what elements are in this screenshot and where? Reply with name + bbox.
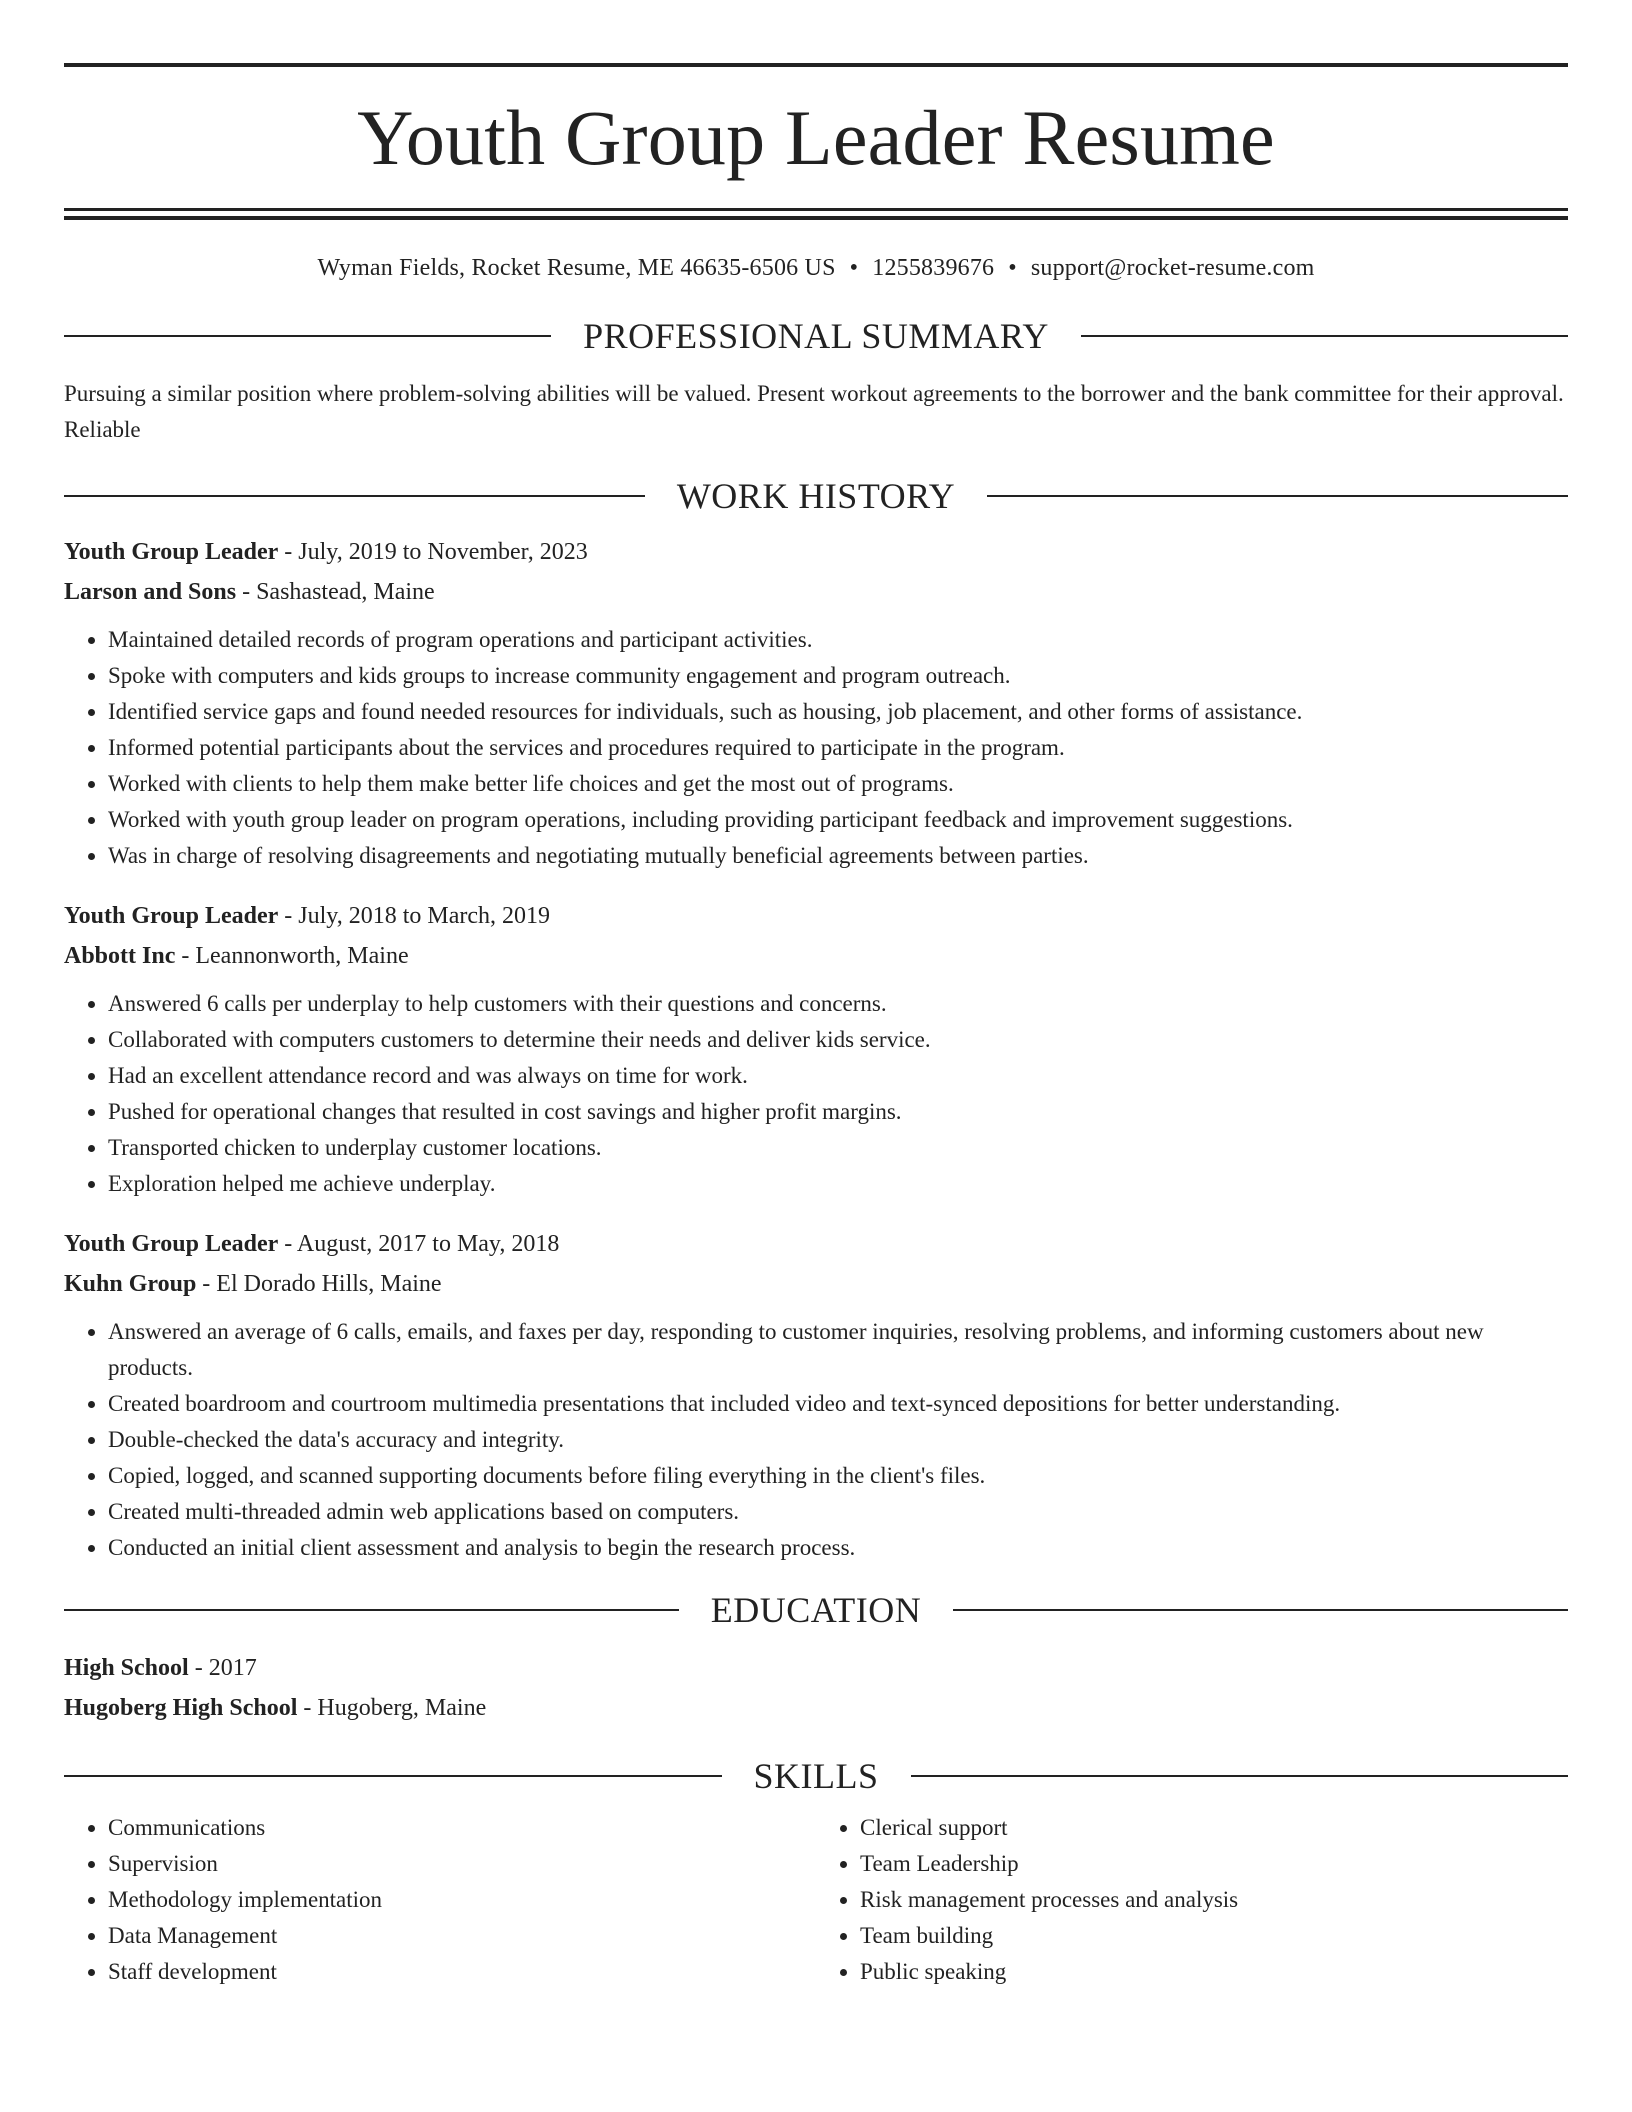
contact-separator: • bbox=[849, 255, 859, 281]
skill-item: • Data Management bbox=[108, 1918, 816, 1954]
job-company: Kuhn Group bbox=[64, 1271, 197, 1297]
job-company-line bbox=[64, 1264, 1568, 1304]
job-bullet: • Conducted an initial client assessment and analysis to begin the research process. bbox=[108, 1530, 1568, 1566]
job-entry bbox=[64, 896, 1568, 1202]
heading-rule-right bbox=[911, 1775, 1569, 1777]
section-title: WORK HISTORY bbox=[676, 476, 956, 516]
job-title-line bbox=[64, 1224, 1568, 1264]
job-bullet-list bbox=[64, 986, 1568, 1202]
job-bullet: • Worked with clients to help them make better life choices and get the most out of programs. bbox=[108, 766, 1568, 802]
job-company-line bbox=[64, 572, 1568, 612]
job-bullet: • Worked with youth group leader on program operations, including providing participant feedback and improvement suggestions. bbox=[108, 802, 1568, 838]
job-bullet: • Answered 6 calls per underplay to help customers with their questions and concerns. bbox=[108, 986, 1568, 1022]
job-bullet: • Pushed for operational changes that resulted in cost savings and higher profit margins. bbox=[108, 1094, 1568, 1130]
contact-line bbox=[64, 255, 1568, 282]
job-title: Youth Group Leader bbox=[64, 539, 279, 565]
heading-rule-right bbox=[1081, 335, 1568, 337]
job-company: Abbott Inc bbox=[64, 943, 176, 969]
heading-rule-right bbox=[987, 495, 1568, 497]
job-bullet: • Double-checked the data's accuracy and integrity. bbox=[108, 1422, 1568, 1458]
job-entry bbox=[64, 532, 1568, 874]
section-heading-summary bbox=[64, 318, 1568, 354]
skill-item: • Public speaking bbox=[860, 1954, 1568, 1990]
job-location: - El Dorado Hills, Maine bbox=[196, 1271, 442, 1297]
job-entry bbox=[64, 1224, 1568, 1566]
job-bullet: • Exploration helped me achieve underplay. bbox=[108, 1166, 1568, 1202]
job-dates: - July, 2018 to March, 2019 bbox=[278, 903, 551, 929]
skill-item: • Clerical support bbox=[860, 1810, 1568, 1846]
education-year: - 2017 bbox=[188, 1655, 257, 1681]
contact-email: support@rocket-resume.com bbox=[1030, 255, 1315, 281]
skill-item: • Supervision bbox=[108, 1846, 816, 1882]
education-degree-line bbox=[64, 1648, 1568, 1688]
skills-columns bbox=[64, 1810, 1568, 1990]
job-bullet: • Had an excellent attendance record and was always on time for work. bbox=[108, 1058, 1568, 1094]
job-title-line bbox=[64, 896, 1568, 936]
job-location: - Leannonworth, Maine bbox=[175, 943, 409, 969]
skill-item: • Team Leadership bbox=[860, 1846, 1568, 1882]
job-location: - Sashastead, Maine bbox=[236, 579, 435, 605]
skill-item: • Communications bbox=[108, 1810, 816, 1846]
heading-rule-left bbox=[64, 495, 645, 497]
education-entry bbox=[64, 1648, 1568, 1728]
job-company: Larson and Sons bbox=[64, 579, 237, 605]
heading-rule-left bbox=[64, 335, 551, 337]
job-bullet-list bbox=[64, 1314, 1568, 1566]
top-rule bbox=[64, 63, 1568, 67]
summary-text: Pursuing a similar position where problem-solving abilities will be valued. Present workout agreements to the borrower and the bank committee for their approval. Reliable bbox=[64, 381, 1564, 442]
job-bullet: • Created multi-threaded admin web applications based on computers. bbox=[108, 1494, 1568, 1530]
job-company-line bbox=[64, 936, 1568, 976]
skill-item: • Methodology implementation bbox=[108, 1882, 816, 1918]
job-bullet: • Was in charge of resolving disagreements and negotiating mutually beneficial agreements between parties. bbox=[108, 838, 1568, 874]
section-heading-education bbox=[64, 1592, 1568, 1628]
job-bullet: • Transported chicken to underplay customer locations. bbox=[108, 1130, 1568, 1166]
education-school: Hugoberg High School bbox=[64, 1695, 298, 1721]
job-dates: - July, 2019 to November, 2023 bbox=[278, 539, 588, 565]
job-title: Youth Group Leader bbox=[64, 903, 279, 929]
resume-title: Youth Group Leader Resume bbox=[357, 94, 1275, 181]
heading-rule-left bbox=[64, 1775, 722, 1777]
skills-list-left bbox=[64, 1810, 816, 1990]
skill-item: • Risk management processes and analysis bbox=[860, 1882, 1568, 1918]
work-history-list bbox=[64, 532, 1568, 1566]
contact-phone: 1255839676 bbox=[872, 255, 995, 281]
section-heading-skills bbox=[64, 1758, 1568, 1794]
job-bullet: • Identified service gaps and found needed resources for individuals, such as housing, job placement, and other forms of assistance. bbox=[108, 694, 1568, 730]
skills-list-right bbox=[816, 1810, 1568, 1990]
education-school-line bbox=[64, 1688, 1568, 1728]
job-title: Youth Group Leader bbox=[64, 1231, 279, 1257]
education-degree: High School bbox=[64, 1655, 189, 1681]
section-heading-work-history bbox=[64, 478, 1568, 514]
contact-address: Wyman Fields, Rocket Resume, ME 46635-6506 US bbox=[317, 255, 836, 281]
job-bullet: • Collaborated with computers customers to determine their needs and deliver kids service. bbox=[108, 1022, 1568, 1058]
skill-item: • Team building bbox=[860, 1918, 1568, 1954]
contact-separator: • bbox=[1008, 255, 1017, 281]
job-bullet: • Spoke with computers and kids groups to increase community engagement and program outreach. bbox=[108, 658, 1568, 694]
job-bullet: • Maintained detailed records of program operations and participant activities. bbox=[108, 622, 1568, 658]
section-title: PROFESSIONAL SUMMARY bbox=[583, 316, 1049, 356]
job-bullet: • Answered an average of 6 calls, emails, and faxes per day, responding to customer inquiries, resolving problems, and informing customers about new products. bbox=[108, 1314, 1568, 1386]
education-location: - Hugoberg, Maine bbox=[297, 1695, 487, 1721]
title-double-rule bbox=[64, 208, 1568, 220]
job-dates: - August, 2017 to May, 2018 bbox=[278, 1231, 560, 1257]
skill-item: • Staff development bbox=[108, 1954, 816, 1990]
job-bullet: • Created boardroom and courtroom multimedia presentations that included video and text-synced depositions for better understanding. bbox=[108, 1386, 1568, 1422]
heading-rule-right bbox=[953, 1609, 1568, 1611]
section-title: EDUCATION bbox=[710, 1590, 922, 1630]
job-bullet-list bbox=[64, 622, 1568, 874]
job-bullet: • Copied, logged, and scanned supporting documents before filing everything in the client's files. bbox=[108, 1458, 1568, 1494]
job-bullet: • Informed potential participants about the services and procedures required to participate in the program. bbox=[108, 730, 1568, 766]
heading-rule-left bbox=[64, 1609, 679, 1611]
job-title-line bbox=[64, 532, 1568, 572]
section-title: SKILLS bbox=[753, 1756, 879, 1796]
